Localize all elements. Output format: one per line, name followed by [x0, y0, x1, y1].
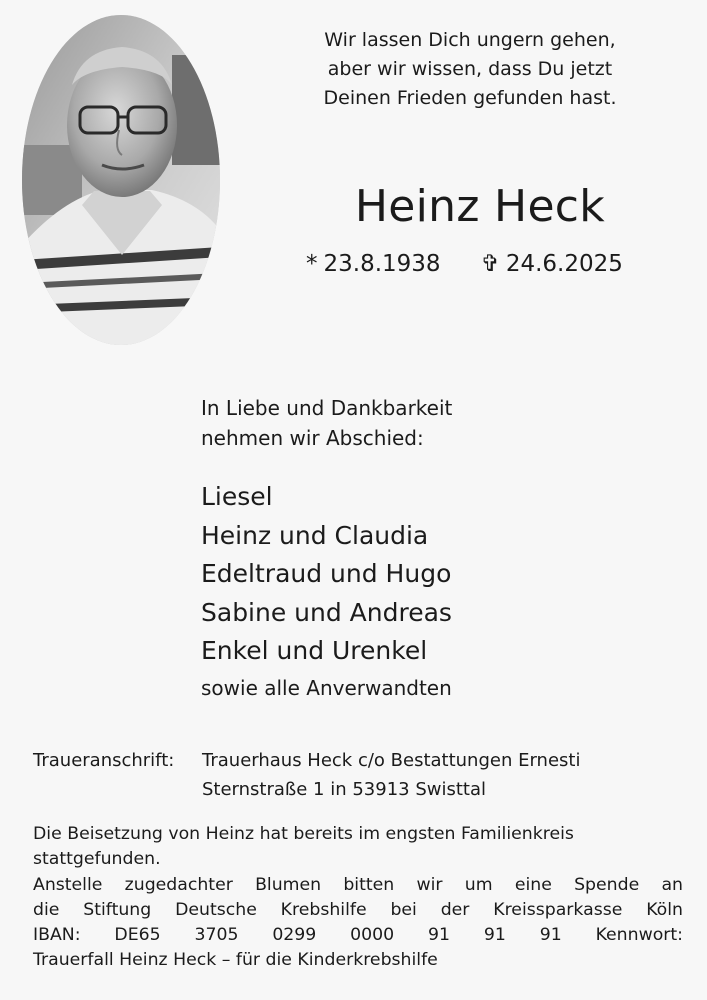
mourner-name: Heinz und Claudia — [201, 520, 429, 550]
address-line-2: Sternstraße 1 in 53913 Swisttal — [202, 779, 487, 800]
intro-line: In Liebe und Dankbarkeit — [201, 396, 453, 420]
motto-verse — [290, 26, 650, 113]
motto-line: Deinen Frieden gefunden hast. — [323, 87, 617, 109]
notice-line: stattgefunden. — [33, 849, 161, 870]
birth-date: 23.8.1938 — [323, 251, 441, 277]
notice-line: die Stiftung Deutsche Krebshilfe bei der Kreissparkasse Köln — [33, 899, 683, 920]
mourner-name: Sabine und Andreas — [201, 597, 452, 627]
farewell-intro — [201, 393, 452, 453]
deceased-name: Heinz Heck — [354, 181, 606, 232]
motto-line: Wir lassen Dich ungern gehen, — [324, 29, 616, 51]
funeral-notice — [33, 822, 683, 974]
notice-line: Die Beisetzung von Heinz hat bereits im engsten Familienkreis — [33, 824, 574, 844]
death-date: 24.6.2025 — [505, 251, 623, 277]
motto-line: aber wir wissen, dass Du jetzt — [327, 58, 613, 80]
mourner-name: Edeltraud und Hugo — [201, 559, 452, 588]
portrait-image — [22, 15, 220, 345]
notice-line: Anstelle zugedachter Blumen bitten wir um eine Spende an — [33, 874, 683, 895]
mourning-address — [33, 746, 580, 804]
mourners-list — [201, 478, 452, 671]
cross-icon: ✞ — [480, 251, 500, 277]
address-line-1: Trauerhaus Heck c/o Bestattungen Ernesti — [202, 750, 581, 771]
iban-line: IBAN: DE65 3705 0299 0000 91 91 91 Kennwort: — [33, 925, 683, 946]
life-dates — [306, 248, 623, 280]
birth-symbol: * — [306, 251, 318, 277]
address-label: Traueranschrift: — [33, 750, 175, 771]
mourner-name: Liesel — [201, 482, 273, 511]
mourner-name: Enkel und Urenkel — [201, 636, 428, 665]
intro-line: nehmen wir Abschied: — [201, 426, 424, 450]
portrait-photo — [22, 15, 220, 345]
relatives-line: sowie alle Anverwandten — [201, 676, 452, 700]
notice-line: Trauerfall Heinz Heck – für die Kinderkrebshilfe — [33, 950, 438, 971]
